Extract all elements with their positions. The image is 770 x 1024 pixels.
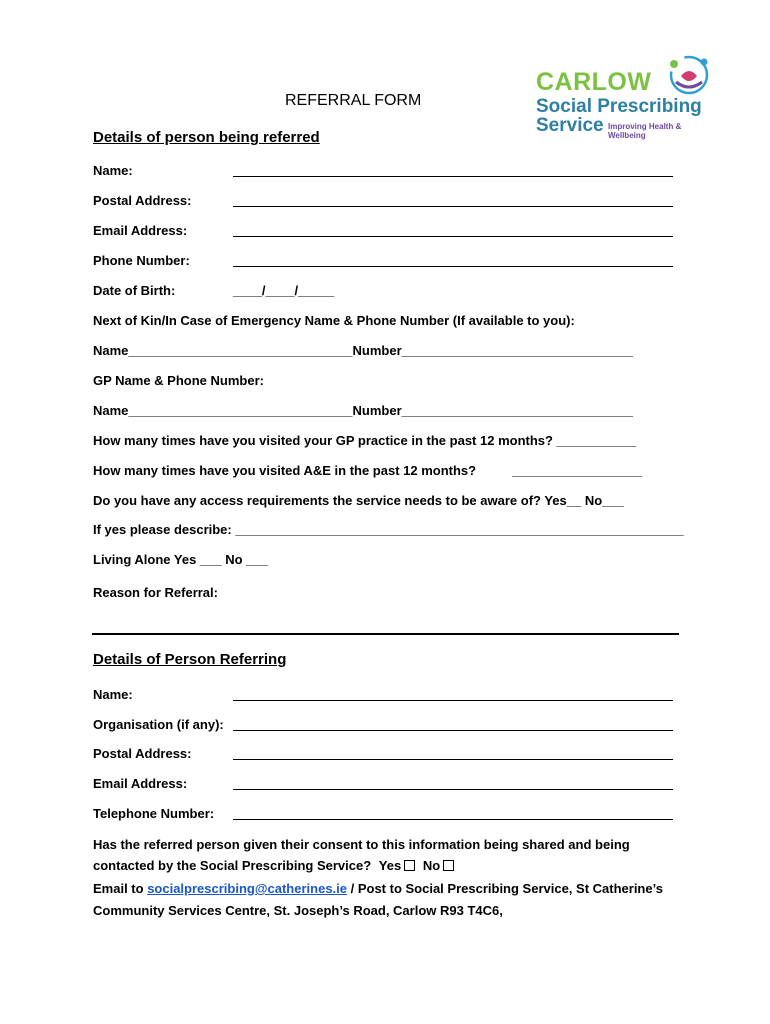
email-address-label: Email Address: [93,223,188,238]
consent-question-line2 [93,858,454,873]
phone-number-label: Phone Number: [93,253,190,268]
dob-field[interactable]: ____/____/_____ [233,283,335,298]
phone-number-field[interactable] [233,266,673,267]
consent-no-checkbox[interactable] [443,860,454,871]
next-of-kin-fields[interactable]: Name_______________________________Number________________________________ [93,343,634,358]
describe-field[interactable]: If yes please describe: ______________________________________________________________ [93,522,684,537]
consent-no-label: No [422,858,441,873]
organisation-label: Organisation (if any): [93,717,224,732]
form-title: REFERRAL FORM [285,92,422,109]
section-divider [92,633,679,635]
gp-label: GP Name & Phone Number: [93,373,264,388]
telephone-label: Telephone Number: [93,806,215,821]
ae-visits-question: How many times have you visited A&E in the past 12 months? [93,463,477,478]
reason-label: Reason for Referral: [93,585,218,600]
access-question[interactable]: Do you have any access requirements the service needs to be aware of? Yes__ No___ [93,493,624,508]
section-referring-heading: Details of Person Referring [93,651,287,668]
name-label: Name: [93,163,133,178]
carlow-logo [532,52,717,140]
postal-address-label: Postal Address: [93,193,192,208]
referrer-email-field[interactable] [233,789,673,790]
referrer-name-label: Name: [93,687,133,702]
consent-question-line1: Has the referred person given their consent to this information being shared and being [93,837,630,852]
logo-tagline: Improving Health & Wellbeing [608,122,682,140]
consent-yes-label: Yes [378,858,402,873]
logo-carlow: CARLOW [536,68,652,96]
telephone-field[interactable] [233,819,673,820]
dob-label: Date of Birth: [93,283,176,298]
name-field[interactable] [233,176,673,177]
footer-address-line: Community Services Centre, St. Joseph’s Road, Carlow R93 T4C6, [93,903,503,918]
logo-service: Service [536,115,604,136]
referrer-postal-field[interactable] [233,759,673,760]
consent-question-text: contacted by the Social Prescribing Service? [93,858,372,873]
hands-heart-icon [664,54,714,96]
next-of-kin-label: Next of Kin/In Case of Emergency Name & Phone Number (If available to you): [93,313,575,328]
referrer-email-label: Email Address: [93,776,188,791]
gp-fields[interactable]: Name_______________________________Number________________________________ [93,403,634,418]
footer-post-text: / Post to Social Prescribing Service, St Catherine’s [347,881,663,896]
email-address-field[interactable] [233,236,673,237]
organisation-field[interactable] [233,730,673,731]
referrer-name-field[interactable] [233,700,673,701]
living-alone-question[interactable]: Living Alone Yes ___ No ___ [93,552,268,567]
logo-social-prescribing: Social Prescribing [536,96,702,117]
consent-yes-checkbox[interactable] [404,860,415,871]
postal-address-field[interactable] [233,206,673,207]
footer-email-line [93,881,663,896]
gp-visits-question[interactable]: How many times have you visited your GP practice in the past 12 months? ___________ [93,433,637,448]
ae-visits-field[interactable]: __________________ [512,463,643,478]
referrer-postal-label: Postal Address: [93,746,192,761]
section-referred-heading: Details of person being referred [93,129,320,146]
footer-email-prefix: Email to [93,881,148,896]
email-link[interactable]: socialprescribing@catherines.ie [147,881,347,896]
